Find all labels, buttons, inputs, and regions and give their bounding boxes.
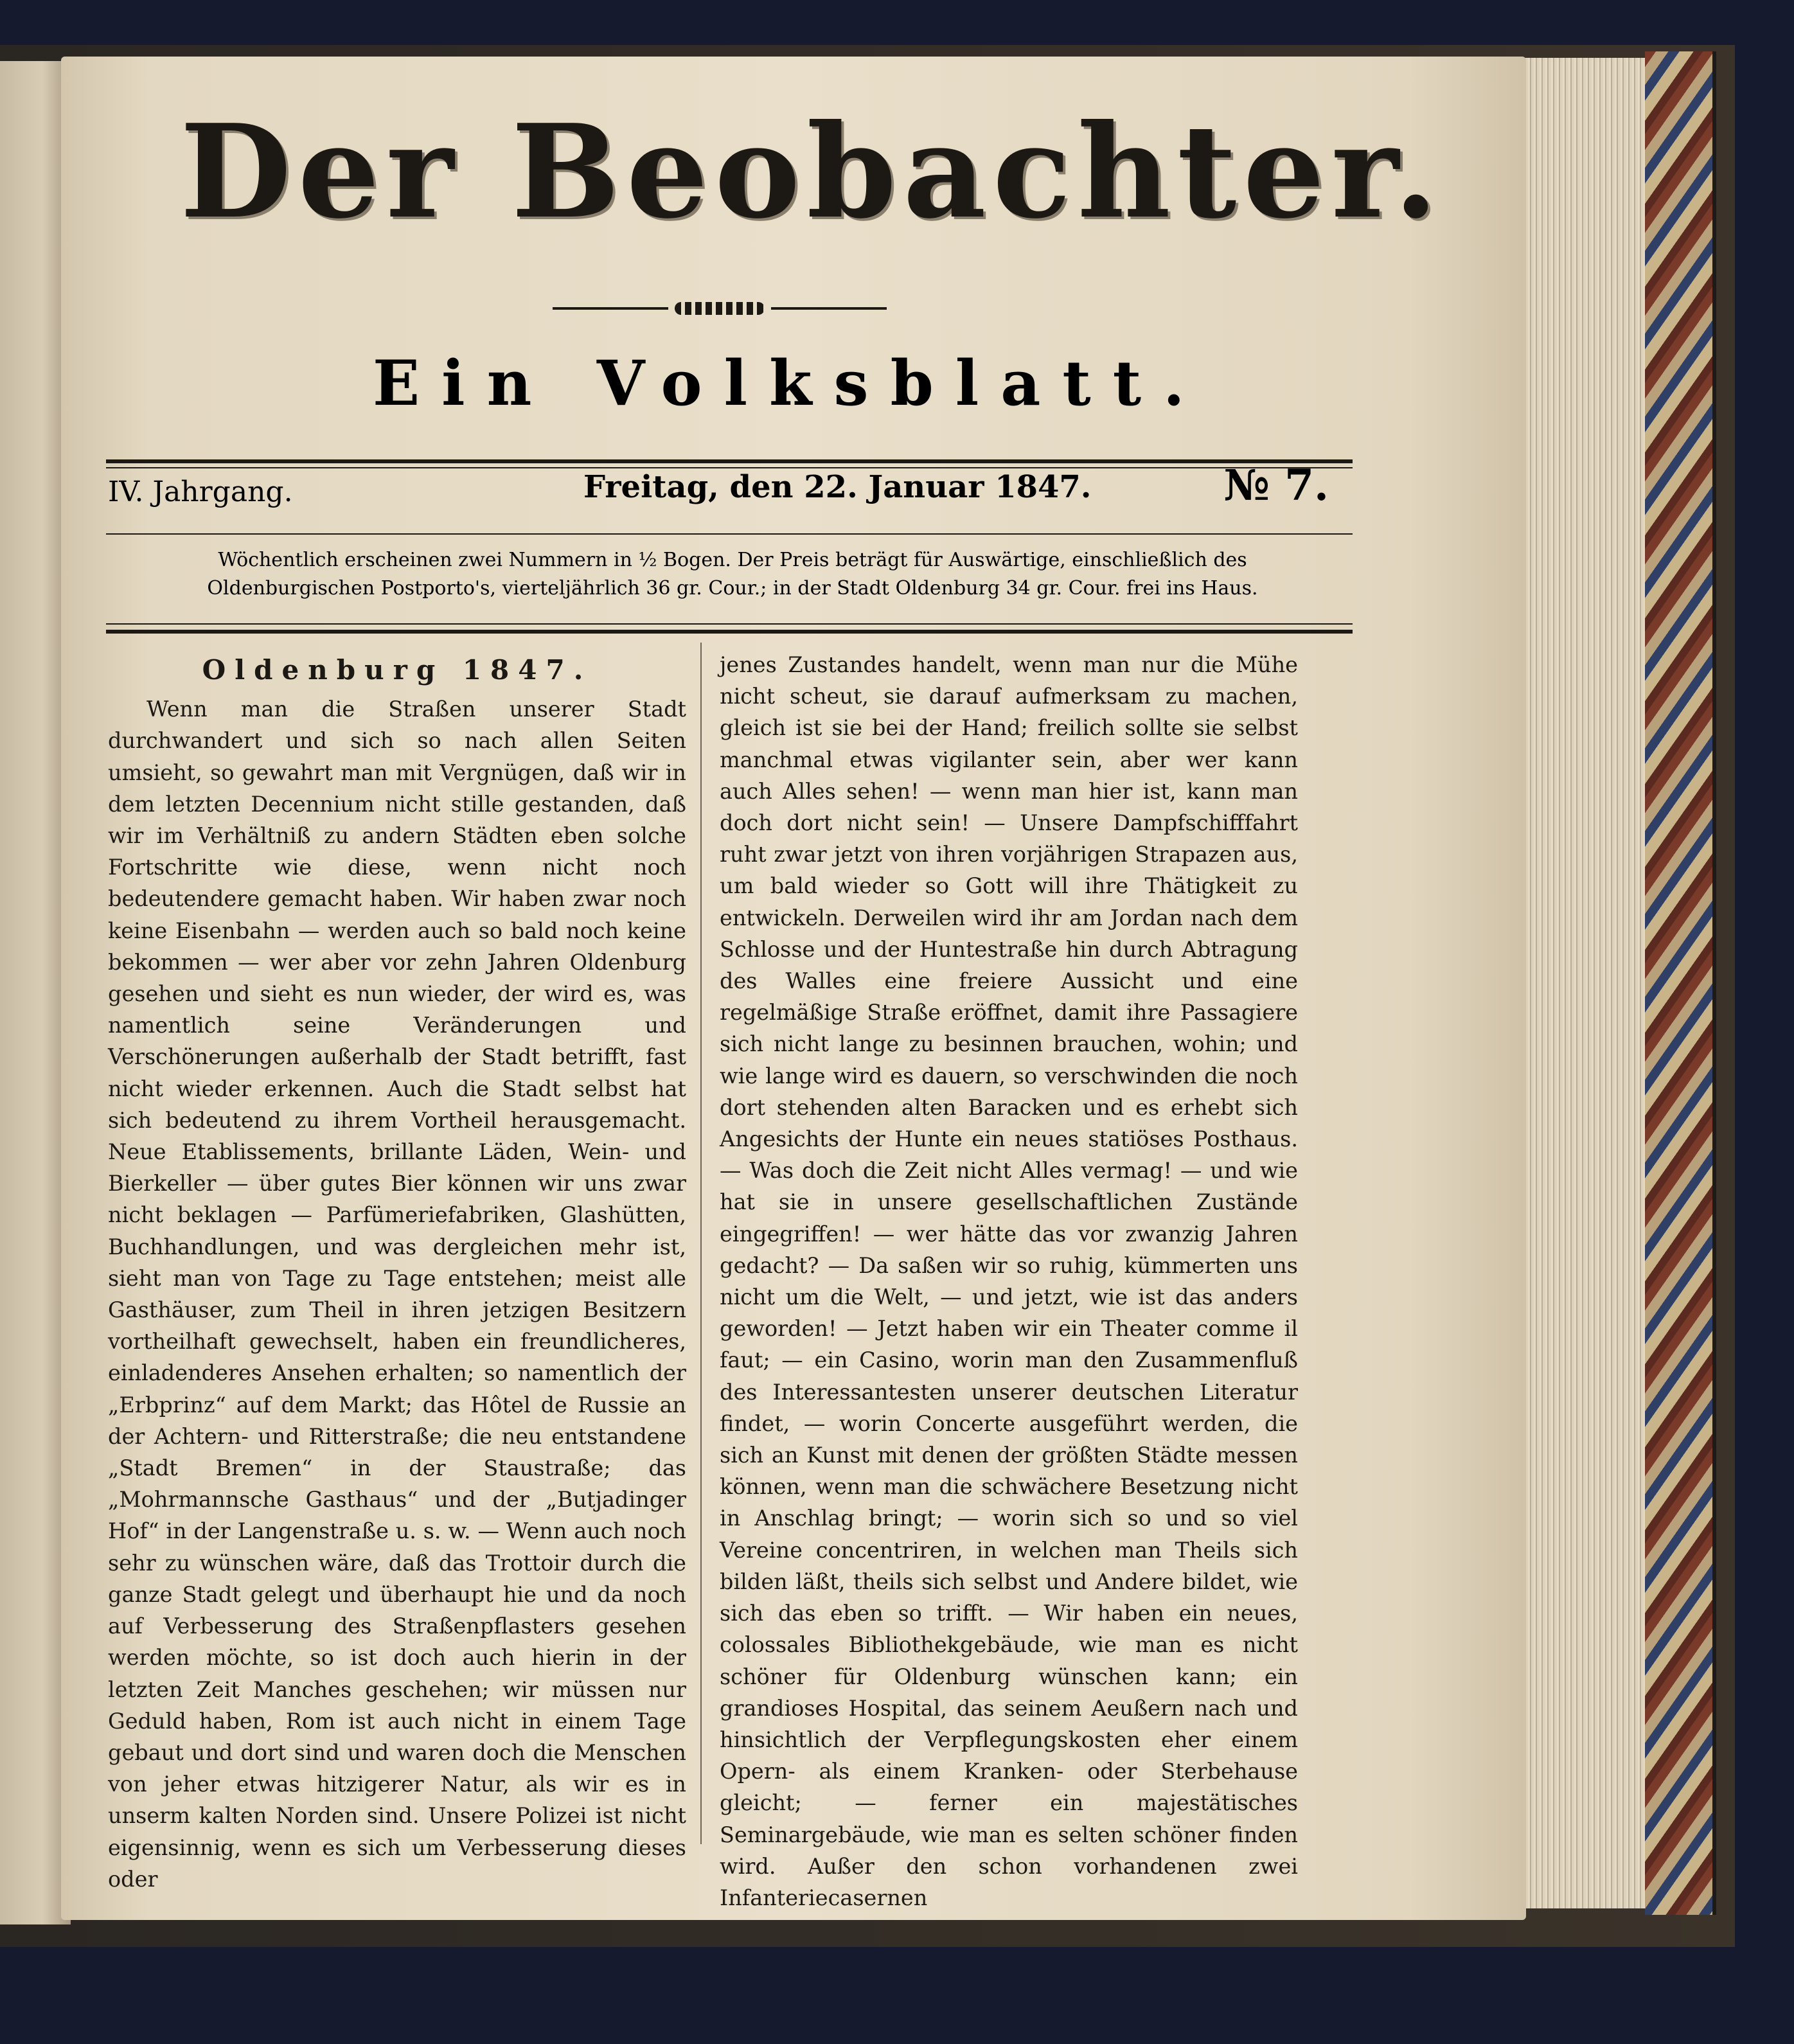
column-divider <box>700 643 702 1844</box>
masthead-title: Der Beobachter. <box>180 96 1445 247</box>
page-stack-edge <box>1516 58 1658 1908</box>
subscription-notice: Wöchentlich erscheinen zwei Nummern in ½ Bogen. Der Preis beträgt für Auswärtige, einschließlich des Oldenburgischen Postporto's, vierteljährlich 36 gr. Cour.; in der Stadt Oldenburg 34 gr. Cour. frei ins Haus. <box>207 549 1258 600</box>
rule-top-thin <box>106 467 1353 468</box>
volume-label: IV. Jahrgang. <box>108 475 293 508</box>
issue-date: Freitag, den 22. Januar 1847. <box>583 469 1092 505</box>
facing-page-edge <box>0 61 71 1924</box>
rule-bottom-thin <box>106 623 1353 625</box>
article-column-left <box>108 649 686 1895</box>
rule-mid <box>106 533 1353 535</box>
rule-bottom <box>106 630 1353 634</box>
issue-number: № 7. <box>1223 460 1329 510</box>
marbled-book-edge <box>1645 51 1716 1915</box>
ornament-divider <box>553 301 887 316</box>
issue-line <box>108 460 1354 527</box>
article-heading: Oldenburg 1847. <box>202 654 592 686</box>
article-column-right <box>720 649 1298 1914</box>
article-text-right: jenes Zustandes handelt, wenn man nur die Mühe nicht scheut, sie darauf aufmerksam zu machen, gleich ist sie bei der Hand; freilich sollte sie selbst manchmal etwas vigilanter sein, aber wer kann auch Alles sehen! — wenn man hier ist, kann man doch dort nicht sein! — Unsere Dampfschifffahrt ruht zwar jetzt von ihren vorjährigen Strapazen aus, um bald wieder so Gott will ihre Thätigkeit zu entwickeln. Derweilen wird ihr am Jordan nach dem Schlosse und der Huntestraße hin durch Abtragung des Walles eine freiere Aussicht und eine regelmäßige Straße eröffnet, damit ihre Passagiere sich nicht lange zu besinnen brauchen, wohin; und wie lange wird es dauern, so verschwinden die noch dort stehenden alten Baracken und es erhebt sich Angesichts der Hunte ein neues statiöses Posthaus. — Was doch die Zeit nicht Alles vermag! — und wie hat sie in unsere gesellschaftlichen Zustände eingegriffen! — wer hätte das vor zwanzig Jahren gedacht? — Da saßen wir so ruhig, kümmerten uns nicht um die Welt, — und jetzt, wie ist das anders geworden! — Jetzt haben wir ein Theater comme il faut; — ein Casino, worin man den Zusammenfluß des Interessantesten unserer deutschen Literatur findet, — worin Concerte ausgeführt werden, die sich an Kunst mit denen der größten Städte messen können, wenn man die schwächere Besetzung nicht in Anschlag bringt; — worin sich so und so viel Vereine concentriren, in welchen man Theils sich bilden läßt, theils sich selbst und Andere bildet, wie sich das eben so trifft. — Wir haben ein neues, colossales Bibliothekgebäude, wie man es nicht schöner für Oldenburg wünschen kann; ein grandioses Hospital, das seinem Aeußern nach und hinsichtlich der Verpflegungskosten eher einem Opern- als einem Kranken- oder Sterbehause gleicht; — ferner ein majestätisches Seminargebäude, wie man es selten schöner finden wird. Außer den schon vorhandenen zwei Infanteriecasernen <box>720 652 1298 1910</box>
rule-top <box>106 459 1353 463</box>
masthead-subtitle: Ein Volksblatt. <box>373 347 1207 420</box>
article-text-left: Wenn man die Straßen unserer Stadt durchwandert und sich so nach allen Seiten umsieht, so gewahrt man mit Vergnügen, daß wir in dem letzten Decennium nicht stille gestanden, daß wir im Verhältniß zu andern Städten eben solche Fortschritte wie diese, wenn nicht noch bedeutendere gemacht haben. Wir haben zwar noch keine Eisenbahn — werden auch so bald noch keine bekommen — wer aber vor zehn Jahren Oldenburg gesehen und sieht es nun wieder, der wird es, was namentlich seine Veränderungen und Verschönerungen außerhalb der Stadt betrifft, fast nicht wieder erkennen. Auch die Stadt selbst hat sich bedeutend zu ihrem Vortheil herausgemacht. Neue Etablissements, brillante Läden, Wein- und Bierkeller — über gutes Bier können wir uns zwar nicht beklagen — Parfümeriefabriken, Glashütten, Buchhandlungen, und was dergleichen mehr ist, sieht man von Tage zu Tage entstehen; meist alle Gasthäuser, zum Theil in ihren jetzigen Besitzern vortheilhaft gewechselt, haben ein freundlicheres, einladenderes Ansehen erhalten; so namentlich der „Erbprinz“ auf dem Markt; das Hôtel de Russie an der Achtern- und Ritterstraße; die neu entstandene „Stadt Bremen“ in der Staustraße; das „Mohrmannsche Gasthaus“ und der „Butjadinger Hof“ in der Langenstraße u. s. w. — Wenn auch noch sehr zu wünschen wäre, daß das Trottoir durch die ganze Stadt gelegt und überhaupt hie und da noch auf Verbesserung des Straßenpflasters gesehen werden möchte, so ist doch auch hierin in der letzten Zeit Manches geschehen; wir müssen nur Geduld haben, Rom ist auch nicht in einem Tage gebaut und dort sind und waren doch die Menschen von jeher etwas hitzigerer Natur, als wir es in unserm kalten Norden sind. Unsere Polizei ist nicht eigensinnig, wenn es sich um Verbesserung dieses oder <box>108 697 686 1892</box>
